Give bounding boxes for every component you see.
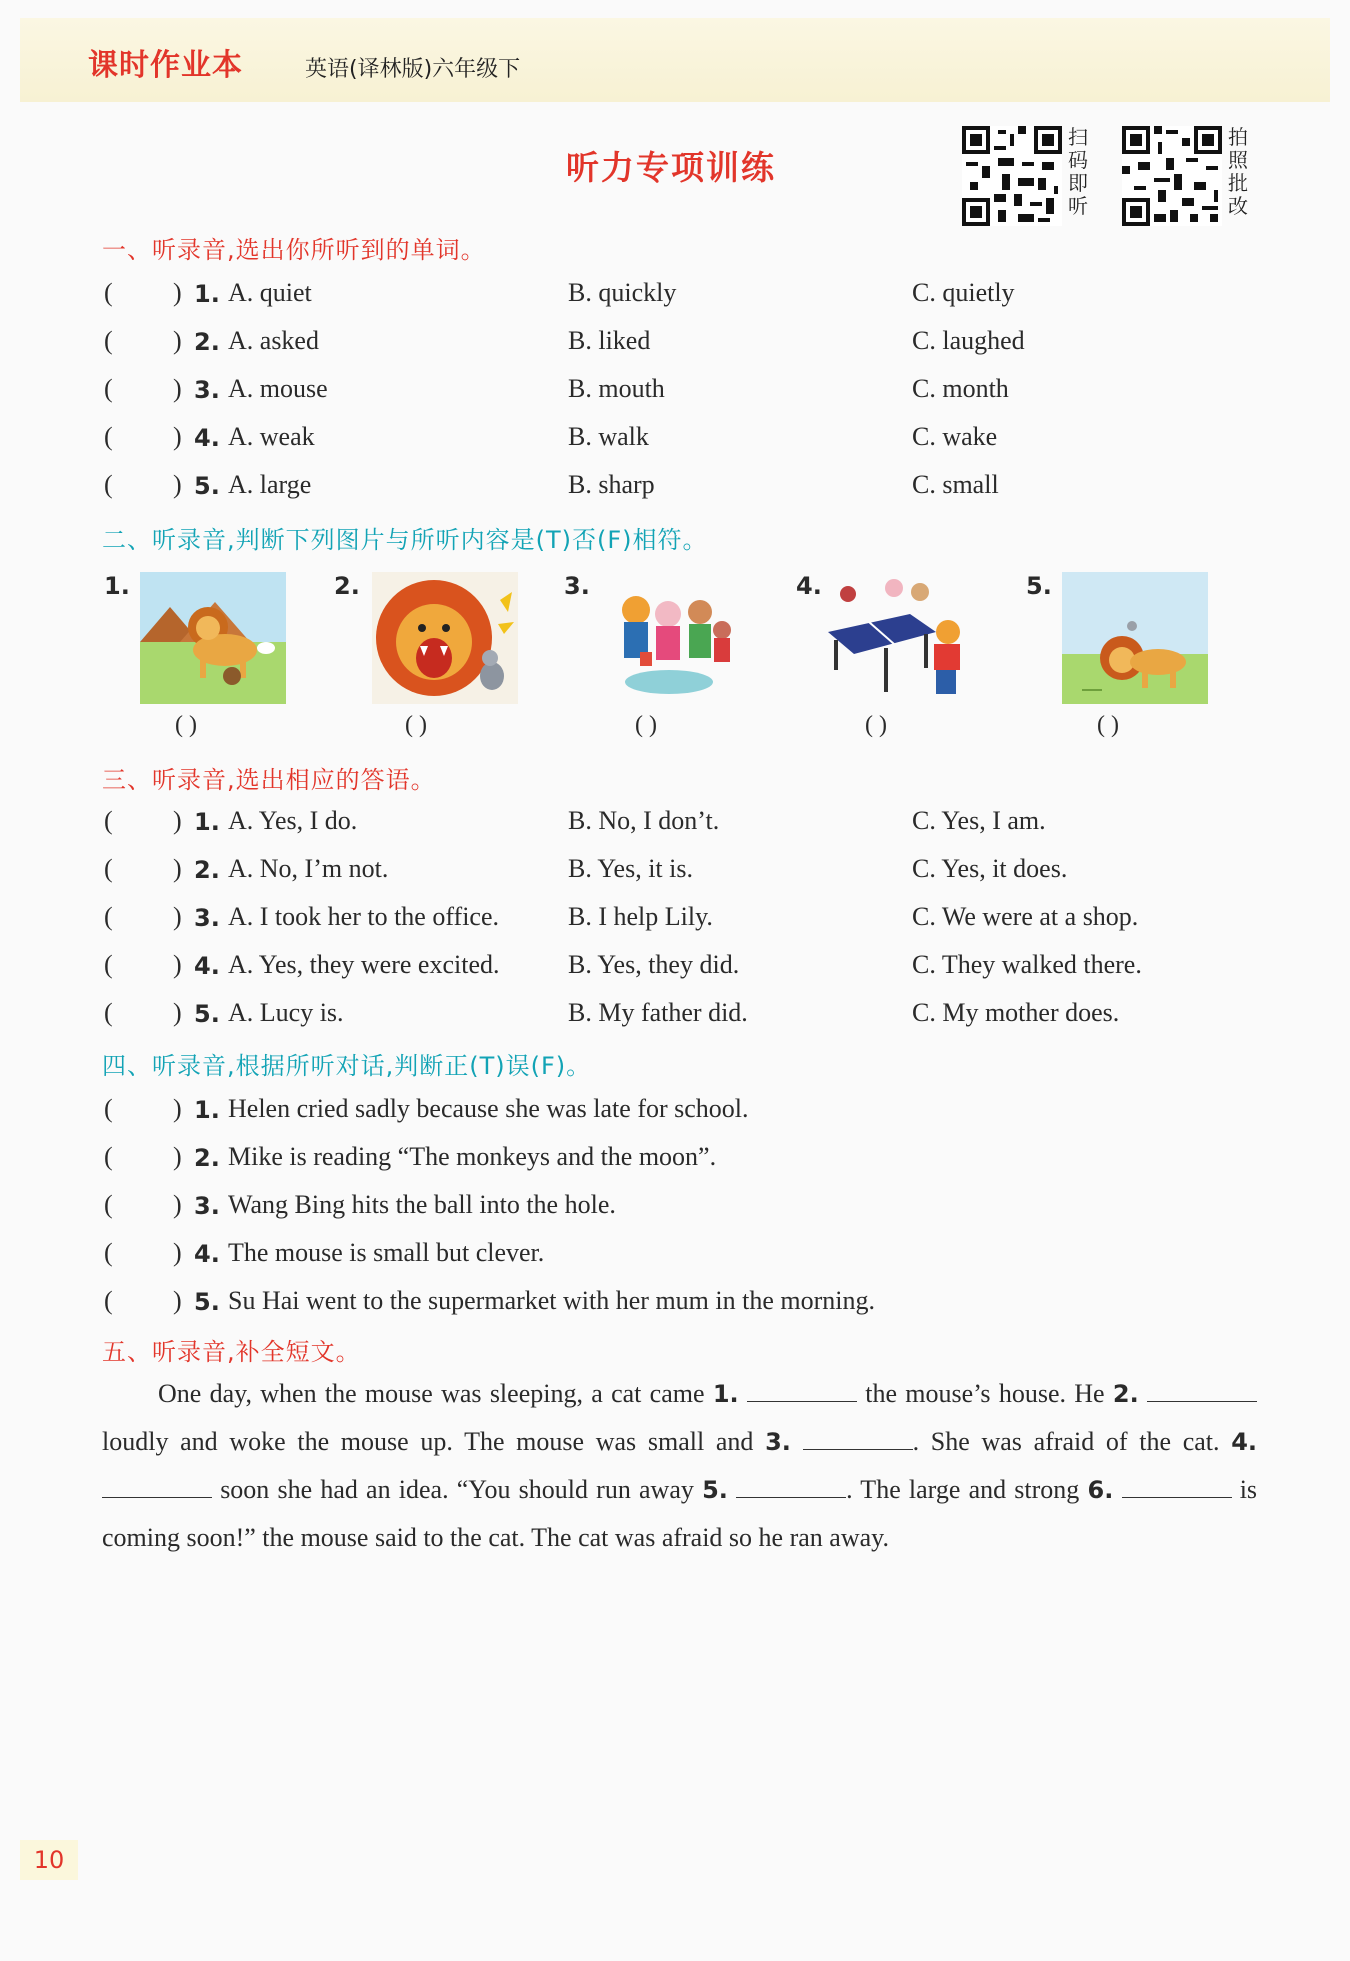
- option-a: A. I took her to the office.: [228, 902, 499, 931]
- item-number: 4.: [194, 424, 220, 452]
- option-c: C. Yes, it does.: [912, 854, 1068, 883]
- answer-paren[interactable]: ( ): [635, 712, 657, 738]
- option-c: C. They walked there.: [912, 950, 1142, 979]
- item-number: 1.: [194, 1096, 220, 1124]
- passage-text: soon she had an idea. “You should run away: [220, 1475, 694, 1504]
- blank-line[interactable]: [102, 1475, 212, 1498]
- blank-number: 4.: [1231, 1428, 1258, 1456]
- blank-number: 5.: [702, 1476, 728, 1504]
- blank-number: 1.: [712, 1380, 739, 1408]
- picture-number: 1.: [104, 572, 130, 600]
- blank-number: 2.: [1112, 1380, 1139, 1408]
- option-a: A. asked: [228, 326, 319, 355]
- passage-text: One day, when the mouse was sleeping, a cat came: [158, 1379, 705, 1408]
- item-number: 3.: [194, 1192, 220, 1220]
- answer-paren-left: (: [104, 854, 113, 883]
- option-c: C. laughed: [912, 326, 1025, 355]
- option-a: A. quiet: [228, 278, 312, 307]
- cloze-passage: [102, 1370, 1257, 1562]
- answer-paren-right: ): [173, 326, 182, 355]
- option-a: A. weak: [228, 422, 315, 451]
- passage-text: . She was afraid of the cat.: [912, 1427, 1220, 1456]
- blank-line[interactable]: [747, 1379, 857, 1402]
- section-3-heading: 三、听录音,选出相应的答语。: [102, 766, 436, 794]
- option-b: B. My father did.: [568, 998, 748, 1027]
- picture-number: 3.: [564, 572, 590, 600]
- answer-paren-right: ): [173, 854, 182, 883]
- answer-paren-left: (: [104, 902, 113, 931]
- answer-paren-left: (: [104, 470, 113, 499]
- page-number: 10: [20, 1840, 78, 1880]
- answer-paren-right: ): [173, 1238, 182, 1267]
- answer-paren-left: (: [104, 326, 113, 355]
- item-number: 3.: [194, 376, 220, 404]
- answer-paren-right: ): [173, 422, 182, 451]
- blank-number: 3.: [765, 1428, 791, 1456]
- answer-paren-left: (: [104, 422, 113, 451]
- item-number: 2.: [194, 856, 220, 884]
- item-number: 2.: [194, 328, 220, 356]
- option-b: B. Yes, it is.: [568, 854, 693, 883]
- answer-paren-right: ): [173, 998, 182, 1027]
- page-title: 听力专项训练: [566, 148, 776, 187]
- statement-text: Su Hai went to the supermarket with her mum in the morning.: [228, 1286, 875, 1315]
- answer-paren-left: (: [104, 950, 113, 979]
- statement-text: Helen cried sadly because she was late for school.: [228, 1094, 749, 1123]
- option-a: A. Yes, they were excited.: [228, 950, 500, 979]
- section-2-heading: 二、听录音,判断下列图片与所听内容是(T)否(F)相符。: [102, 526, 708, 554]
- answer-paren[interactable]: ( ): [865, 712, 887, 738]
- blank-line[interactable]: [736, 1475, 846, 1498]
- statement-text: Mike is reading “The monkeys and the moon”.: [228, 1142, 717, 1171]
- answer-paren-left: (: [104, 374, 113, 403]
- picture-number: 4.: [796, 572, 822, 600]
- option-c: C. quietly: [912, 278, 1015, 307]
- blank-line[interactable]: [1147, 1379, 1257, 1402]
- qr-label-listen: 扫码即听: [1068, 125, 1088, 218]
- option-c: C. We were at a shop.: [912, 902, 1139, 931]
- answer-paren-left: (: [104, 1094, 113, 1123]
- option-b: B. mouth: [568, 374, 665, 403]
- answer-paren-left: (: [104, 1142, 113, 1171]
- answer-paren[interactable]: ( ): [1097, 712, 1119, 738]
- statement-text: Wang Bing hits the ball into the hole.: [228, 1190, 616, 1219]
- option-a: A. No, I’m not.: [228, 854, 389, 883]
- answer-paren[interactable]: ( ): [405, 712, 427, 738]
- statement-text: The mouse is small but clever.: [228, 1238, 545, 1267]
- answer-paren-left: (: [104, 1190, 113, 1219]
- answer-paren-left: (: [104, 1238, 113, 1267]
- option-b: B. liked: [568, 326, 651, 355]
- answer-paren-right: ): [173, 278, 182, 307]
- option-b: B. sharp: [568, 470, 655, 499]
- item-number: 5.: [194, 1000, 220, 1028]
- option-c: C. small: [912, 470, 999, 499]
- qr-label-grade: 拍照批改: [1228, 125, 1248, 218]
- answer-paren-left: (: [104, 1286, 113, 1315]
- option-a: A. Yes, I do.: [228, 806, 358, 835]
- section-4-heading: 四、听录音,根据所听对话,判断正(T)误(F)。: [102, 1052, 592, 1080]
- answer-paren[interactable]: ( ): [175, 712, 197, 738]
- answer-paren-right: ): [173, 902, 182, 931]
- item-number: 1.: [194, 280, 220, 308]
- picture-number: 5.: [1026, 572, 1052, 600]
- item-number: 2.: [194, 1144, 220, 1172]
- roaring-lion-picture: [372, 572, 518, 704]
- item-number: 4.: [194, 1240, 220, 1268]
- answer-paren-right: ): [173, 374, 182, 403]
- qr-code-icon[interactable]: [1122, 126, 1222, 226]
- passage-text: . The large and strong: [846, 1475, 1080, 1504]
- item-number: 5.: [194, 1288, 220, 1316]
- item-number: 3.: [194, 904, 220, 932]
- answer-paren-right: ): [173, 470, 182, 499]
- answer-paren-right: ): [173, 1190, 182, 1219]
- answer-paren-right: ): [173, 806, 182, 835]
- option-b: B. I help Lily.: [568, 902, 713, 931]
- blank-line[interactable]: [1122, 1475, 1232, 1498]
- brand-title: 课时作业本: [88, 48, 243, 83]
- option-a: A. Lucy is.: [228, 998, 344, 1027]
- blank-number: 6.: [1087, 1476, 1114, 1504]
- answer-paren-right: ): [173, 950, 182, 979]
- option-b: B. Yes, they did.: [568, 950, 740, 979]
- answer-paren-left: (: [104, 278, 113, 307]
- blank-line[interactable]: [803, 1427, 913, 1450]
- option-c: C. My mother does.: [912, 998, 1120, 1027]
- option-c: C. wake: [912, 422, 998, 451]
- section-5-heading: 五、听录音,补全短文。: [102, 1338, 361, 1366]
- option-c: C. month: [912, 374, 1009, 403]
- passage-text: loudly and woke the mouse up. The mouse was small and: [102, 1427, 754, 1456]
- passage-text: the mouse’s house. He: [865, 1379, 1105, 1408]
- picture-number: 2.: [334, 572, 360, 600]
- option-b: B. walk: [568, 422, 649, 451]
- qr-code-icon[interactable]: [962, 126, 1062, 226]
- lion-running-picture: [1062, 572, 1208, 704]
- item-number: 1.: [194, 808, 220, 836]
- section-1-heading: 一、听录音,选出你所听到的单词。: [102, 236, 486, 264]
- passage-text: is coming soon!” the mouse said to the cat. The cat was afraid so he ran away.: [102, 1475, 1258, 1552]
- answer-paren-right: ): [173, 1094, 182, 1123]
- animal-friends-picture: [596, 572, 742, 704]
- item-number: 5.: [194, 472, 220, 500]
- answer-paren-right: ): [173, 1142, 182, 1171]
- option-b: B. quickly: [568, 278, 677, 307]
- option-a: A. mouse: [228, 374, 328, 403]
- option-a: A. large: [228, 470, 312, 499]
- option-c: C. Yes, I am.: [912, 806, 1046, 835]
- book-subtitle: 英语(译林版)六年级下: [305, 57, 521, 82]
- lion-and-animals-picture: [140, 572, 286, 704]
- item-number: 4.: [194, 952, 220, 980]
- answer-paren-left: (: [104, 806, 113, 835]
- answer-paren-left: (: [104, 998, 113, 1027]
- option-b: B. No, I don’t.: [568, 806, 720, 835]
- table-tennis-picture: [824, 572, 970, 704]
- answer-paren-right: ): [173, 1286, 182, 1315]
